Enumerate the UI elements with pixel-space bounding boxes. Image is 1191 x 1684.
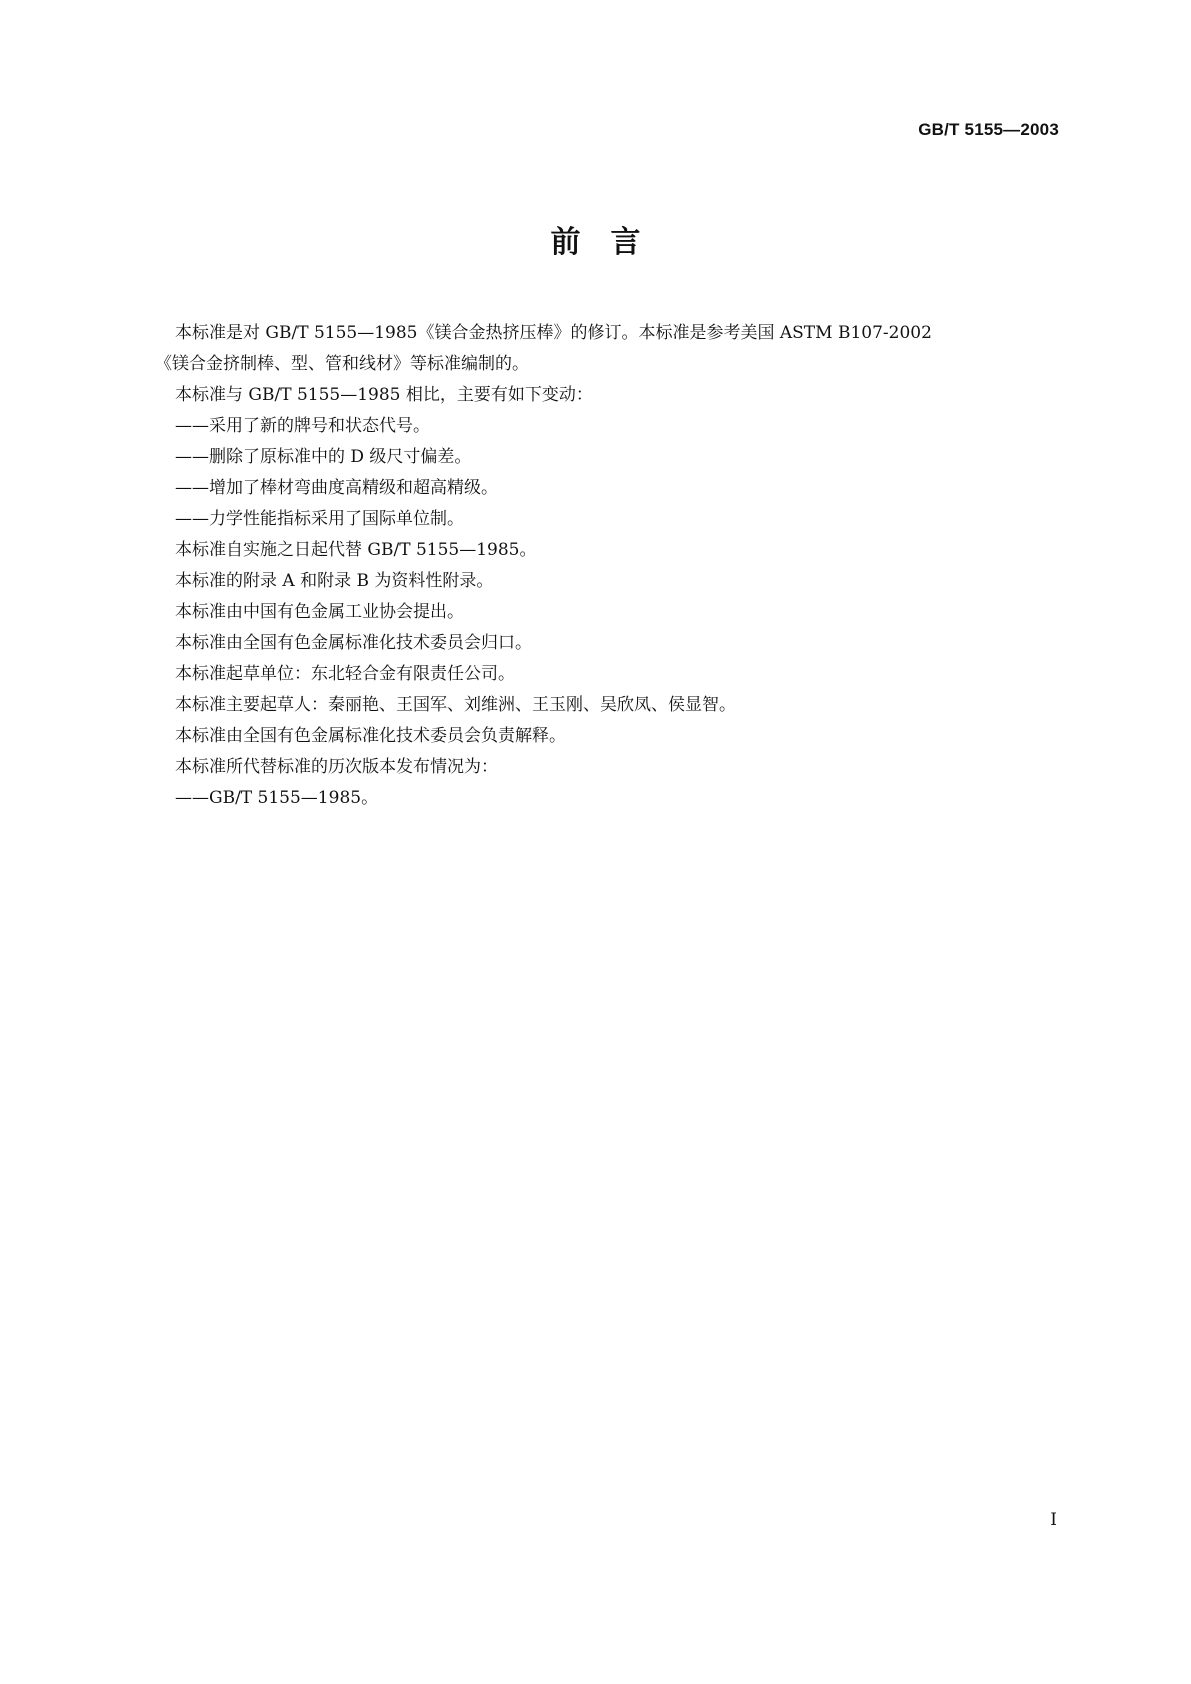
paragraph-replaces: 本标准自实施之日起代替 GB/T 5155—1985。 [175, 540, 537, 560]
paragraph-revision-continued: 《镁合金挤制棒、型、管和线材》等标准编制的。 [155, 354, 529, 374]
history-item: ——GB/T 5155—1985。 [175, 788, 379, 808]
change-item: ——力学性能指标采用了国际单位制。 [175, 509, 464, 529]
paragraph-administered-by: 本标准由全国有色金属标准化技术委员会归口。 [175, 633, 532, 653]
paragraph-changes-intro: 本标准与 GB/T 5155—1985 相比，主要有如下变动： [175, 385, 593, 405]
paragraph-drafting-unit: 本标准起草单位：东北轻合金有限责任公司。 [175, 664, 515, 684]
paragraph-drafters: 本标准主要起草人：秦丽艳、王国军、刘维洲、王玉刚、吴欣凤、侯显智。 [175, 695, 736, 715]
paragraph-interpretation: 本标准由全国有色金属标准化技术委员会负责解释。 [175, 726, 566, 746]
paragraph-history-intro: 本标准所代替标准的历次版本发布情况为： [175, 757, 498, 777]
page-number: I [1050, 1510, 1057, 1530]
change-item: ——增加了棒材弯曲度高精级和超高精级。 [175, 478, 498, 498]
page-title: 前 言 [550, 225, 641, 260]
paragraph-appendix: 本标准的附录 A 和附录 B 为资料性附录。 [175, 571, 494, 591]
change-item: ——删除了原标准中的 D 级尺寸偏差。 [175, 447, 472, 467]
change-item: ——采用了新的牌号和状态代号。 [175, 416, 430, 436]
paragraph-proposed-by: 本标准由中国有色金属工业协会提出。 [175, 602, 464, 622]
standard-code: GB/T 5155—2003 [918, 120, 1059, 139]
paragraph-revision: 本标准是对 GB/T 5155—1985《镁合金热挤压棒》的修订。本标准是参考美国 ASTM B107-2002 [175, 323, 932, 343]
foreword-body [155, 318, 1059, 814]
